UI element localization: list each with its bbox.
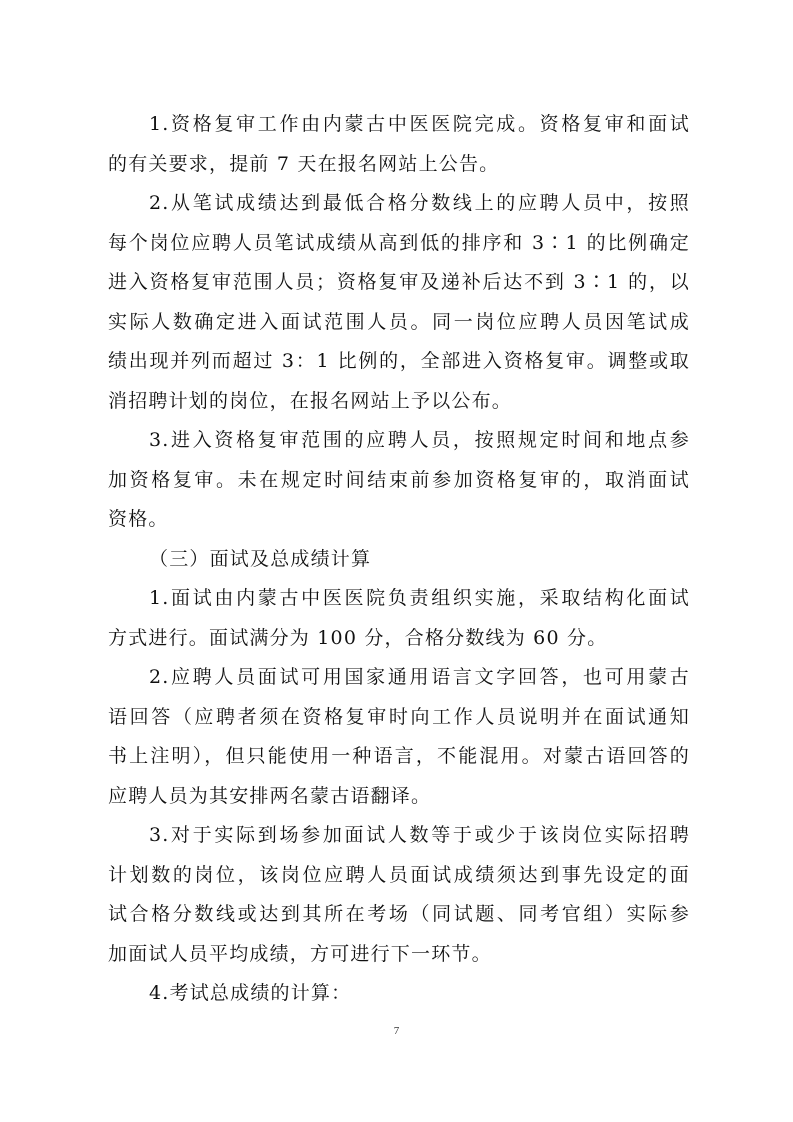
text-line: 试合格分数线或达到其所在考场（同试题、同考官组）实际参 (108, 903, 690, 925)
text-line: 2.从笔试成绩达到最低合格分数线上的应聘人员中，按照 (149, 192, 690, 214)
text-line: 进入资格复审范围人员；资格复审及递补后达不到 3∶1 的，以 (108, 271, 690, 293)
paragraph (108, 421, 690, 540)
section-heading (108, 540, 690, 580)
text-line: 应聘人员为其安排两名蒙古语翻译。 (108, 784, 432, 807)
paragraph (108, 579, 690, 658)
text-line: 实际人数确定进入面试范围人员。同一岗位应聘人员因笔试成 (108, 310, 690, 333)
text-line: 1.面试由内蒙古中医医院负责组织实施，采取结构化面试 (149, 587, 690, 609)
text-line: 书上注明），但只能使用一种语言，不能混用。对蒙古语回答的 (108, 745, 690, 767)
text-line: 加面试人员平均成绩，方可进行下一环节。 (108, 942, 492, 965)
text-line: 方式进行。面试满分为 100 分，合格分数线为 60 分。 (108, 626, 608, 649)
text-line: 资格。 (108, 508, 169, 530)
paragraph (108, 974, 690, 1014)
text-line: 加资格复审。未在规定时间结束前参加资格复审的，取消面试 (108, 468, 690, 491)
text-line: 语回答（应聘者须在资格复审时向工作人员说明并在面试通知 (108, 705, 690, 728)
text-line: （三）面试及总成绩计算 (149, 547, 372, 570)
text-line: 2.应聘人员面试可用国家通用语言文字回答，也可用蒙古 (149, 666, 690, 688)
paragraph (108, 184, 690, 421)
page-number: 7 (393, 1025, 400, 1037)
text-line: 1.资格复审工作由内蒙古中医医院完成。资格复审和面试 (149, 113, 690, 135)
paragraph (108, 816, 690, 974)
paragraph (108, 105, 690, 184)
paragraph (108, 658, 690, 816)
text-line: 消招聘计划的岗位，在报名网站上予以公布。 (108, 389, 513, 412)
text-line: 3.对于实际到场参加面试人数等于或少于该岗位实际招聘 (149, 824, 690, 846)
text-line: 3.进入资格复审范围的应聘人员，按照规定时间和地点参 (149, 429, 690, 451)
text-line: 计划数的岗位，该岗位应聘人员面试成绩须达到事先设定的面 (108, 863, 690, 886)
text-line: 的有关要求，提前 7 天在报名网站上公告。 (108, 152, 500, 175)
text-line: 绩出现并列而超过 3：1 比例的，全部进入资格复审。调整或取 (108, 350, 690, 372)
text-line: 4.考试总成绩的计算： (149, 982, 352, 1004)
document-body (108, 105, 690, 1014)
text-line: 每个岗位应聘人员笔试成绩从高到低的排序和 3∶1 的比例确定 (108, 231, 690, 254)
